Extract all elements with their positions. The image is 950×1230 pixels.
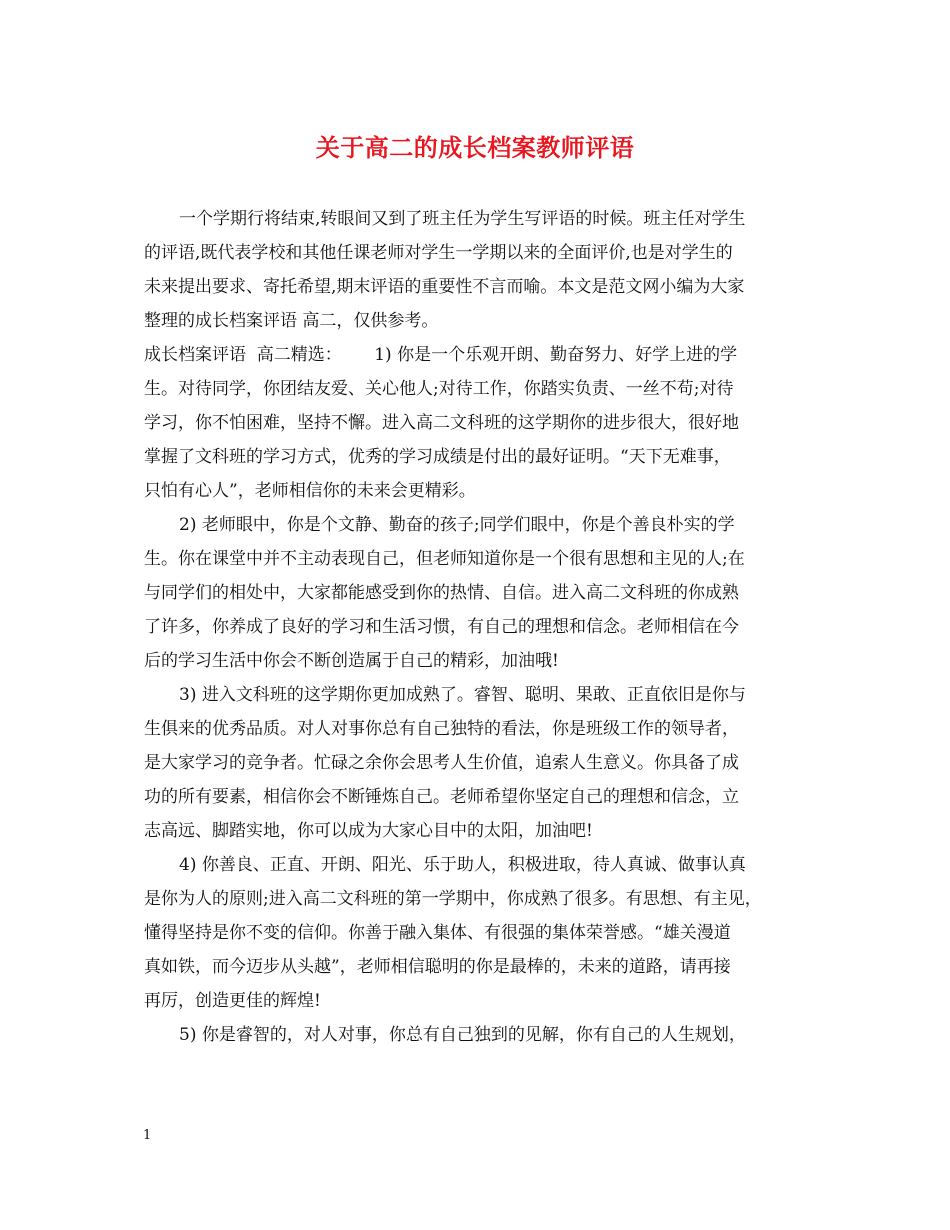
text-line: 志高远、脚踏实地，你可以成为大家心目中的太阳，加油吧! xyxy=(144,821,593,841)
text-line: 学习，你不怕困难，坚持不懈。进入高二文科班的这学期你的进步很大，很好地 xyxy=(144,413,739,433)
text-line: 真如铁，而今迈步从头越”，老师相信聪明的你是最棒的，未来的道路，请再接 xyxy=(144,957,731,977)
text-line: 生。对待同学，你团结友爱、关心他人;对待工作，你踏实负责、一丝不苟;对待 xyxy=(144,379,734,399)
text-line: 的评语,既代表学校和其他任课老师对学生一学期以来的全面评价,也是对学生的 xyxy=(144,243,733,263)
text-line: 生俱来的优秀品质。对人对事你总有自己独特的看法，你是班级工作的领导者， xyxy=(144,719,739,739)
text-line: 3) 进入文科班的这学期你更加成熟了。睿智、聪明、果敢、正直依旧是你与 xyxy=(179,685,746,705)
text-line: 4) 你善良、正直、开朗、阳光、乐于助人，积极进取，待人真诚、做事认真 xyxy=(179,855,746,875)
text-line: 只怕有心人”，老师相信你的未来会更精彩。 xyxy=(144,481,476,501)
text-line: 生。你在课堂中并不主动表现自己，但老师知道你是一个很有思想和主见的人;在 xyxy=(144,549,745,569)
text-line: 懂得坚持是你不变的信仰。你善于融入集体、有很强的集体荣誉感。“雄关漫道 xyxy=(144,923,731,943)
text-line: 了许多，你养成了良好的学习和生活习惯，有自己的理想和信念。老师相信在今 xyxy=(144,617,739,637)
text-line: 掌握了文科班的学习方式，优秀的学习成绩是付出的最好证明。“天下无难事， xyxy=(144,447,731,467)
text-line: 是你为人的原则;进入高二文科班的第一学期中，你成熟了很多。有思想、有主见， xyxy=(144,889,762,909)
text-line: 功的所有要素，相信你会不断锤炼自己。老师希望你坚定自己的理想和信念，立 xyxy=(144,787,739,807)
page-title: 关于高二的成长档案教师评语 xyxy=(315,133,635,162)
text-line: 未来提出要求、寄托希望,期末评语的重要性不言而喻。本文是范文网小编为大家 xyxy=(144,277,745,297)
text-line: 一个学期行将结束,转眼间又到了班主任为学生写评语的时候。班主任对学生 xyxy=(179,209,746,229)
text-line: 成长档案评语 高二精选： 1) 你是一个乐观开朗、勤奋努力、好学上进的学 xyxy=(144,345,738,365)
text-line: 2) 老师眼中，你是个文静、勤奋的孩子;同学们眼中，你是个善良朴实的学 xyxy=(179,515,735,535)
text-line: 再厉，创造更佳的辉煌! xyxy=(144,991,321,1011)
text-line: 整理的成长档案评语 高二，仅供参考。 xyxy=(144,311,439,331)
text-line: 5) 你是睿智的，对人对事，你总有自己独到的见解，你有自己的人生规划， xyxy=(179,1025,746,1045)
text-line: 与同学们的相处中，大家都能感受到你的热情、自信。进入高二文科班的你成熟 xyxy=(144,583,739,603)
page-number: 1 xyxy=(143,1128,152,1143)
text-line: 是大家学习的竞争者。忙碌之余你会思考人生价值，追索人生意义。你具备了成 xyxy=(144,753,739,773)
text-line: 后的学习生活中你会不断创造属于自己的精彩，加油哦! xyxy=(144,651,559,671)
body-text xyxy=(144,202,810,1052)
